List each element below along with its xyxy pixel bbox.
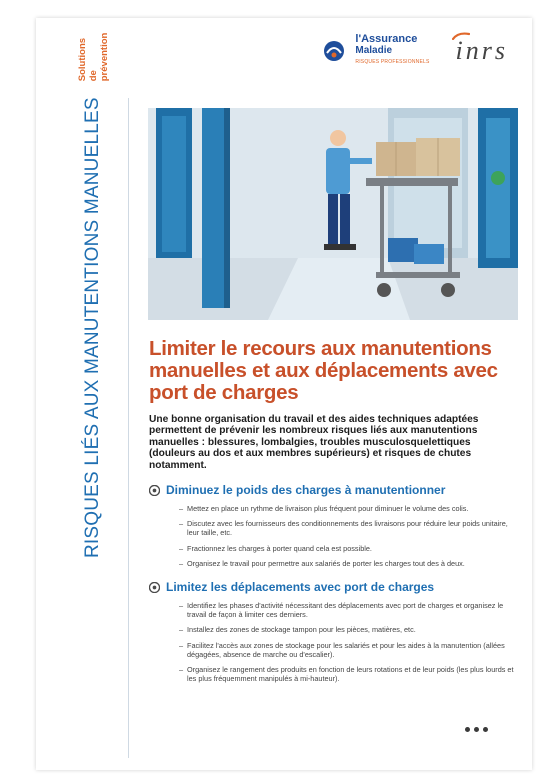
inrs-logo: [456, 36, 508, 66]
sidebar-title: RISQUES LIÉS AUX MANUTENTIONS MANUELLES: [82, 97, 103, 558]
list-item: – Fractionnez les charges à porter quand cela est possible.: [179, 544, 519, 553]
assurance-name-line1: l'Assurance: [355, 33, 418, 45]
section-limit-moves: [149, 580, 519, 683]
list-item: – Organisez le travail pour permettre aux salariés de porter les charges tout des à deux.: [179, 559, 519, 568]
article-title: Limiter le recours aux manutentions manuelles et aux déplacements avec port de charges: [149, 337, 498, 404]
section-title: Limitez les déplacements avec port de charges: [166, 580, 435, 595]
assurance-name-line2: Maladie: [355, 45, 393, 56]
inrs-accent-icon: [452, 32, 470, 40]
sidebar-subtitle: [77, 33, 110, 82]
article-lead: Une bonne organisation du travail et des aides techniques adaptées permettent de prévenir les nombreux risques liés aux manutentions manuelles : blessures, lombalgies, troubles musculosquelettiques (douleurs au dos et aux membres supérieurs) et risques de chutes notamment.: [149, 414, 479, 471]
hero-illustration: [148, 108, 518, 320]
sidebar-divider: [128, 98, 129, 758]
dot: [474, 727, 479, 732]
list-item: – Mettez en place un rythme de livraison plus fréquent pour diminuer le volume des colis.: [179, 504, 519, 513]
sidebar-subtitle-line2: de prévention: [87, 32, 110, 82]
assurance-maladie-mark-icon: [319, 39, 349, 63]
sidebar-subtitle-line1: Solutions: [76, 37, 88, 82]
list-item: – Identifiez les phases d'activité nécessitant des déplacements avec port de charges et organisez le travail de façon à limiter ces derniers.: [179, 601, 519, 619]
sidebar: [70, 32, 116, 558]
section-title: Diminuez le poids des charges à manutentionner: [166, 483, 446, 498]
list-item: – Discutez avec les fournisseurs des conditionnements des livraisons pour réduire leur poids unitaire, leur taille, etc.: [179, 519, 519, 537]
list-item: – Installez des zones de stockage tampon pour les pièces, matières, etc.: [179, 625, 519, 634]
bullet-list: [149, 504, 519, 568]
circle-plus-icon: [149, 582, 160, 593]
logo-bar: [319, 34, 508, 68]
circle-plus-icon: [149, 485, 160, 496]
dot: [483, 727, 488, 732]
assurance-name-line3: RISQUES PROFESSIONNELS: [355, 59, 430, 65]
inrs-wordmark: inrs: [455, 36, 508, 65]
more-dots-icon: [465, 727, 488, 732]
document-page: [36, 18, 532, 770]
list-item: – Facilitez l'accès aux zones de stockage pour les salariés et pour les aides à la manutention (allées dégagées, absence de marche ou d'escalier).: [179, 641, 519, 659]
article: [149, 338, 519, 689]
list-item: – Organisez le rangement des produits en fonction de leurs rotations et de leur poids (les plus lourds et les plus fréquemment manipulés à mi-hauteur).: [179, 665, 519, 683]
dot: [465, 727, 470, 732]
assurance-maladie-logo: [319, 34, 429, 68]
bullet-list: [149, 601, 519, 683]
section-reduce-weight: [149, 483, 519, 568]
